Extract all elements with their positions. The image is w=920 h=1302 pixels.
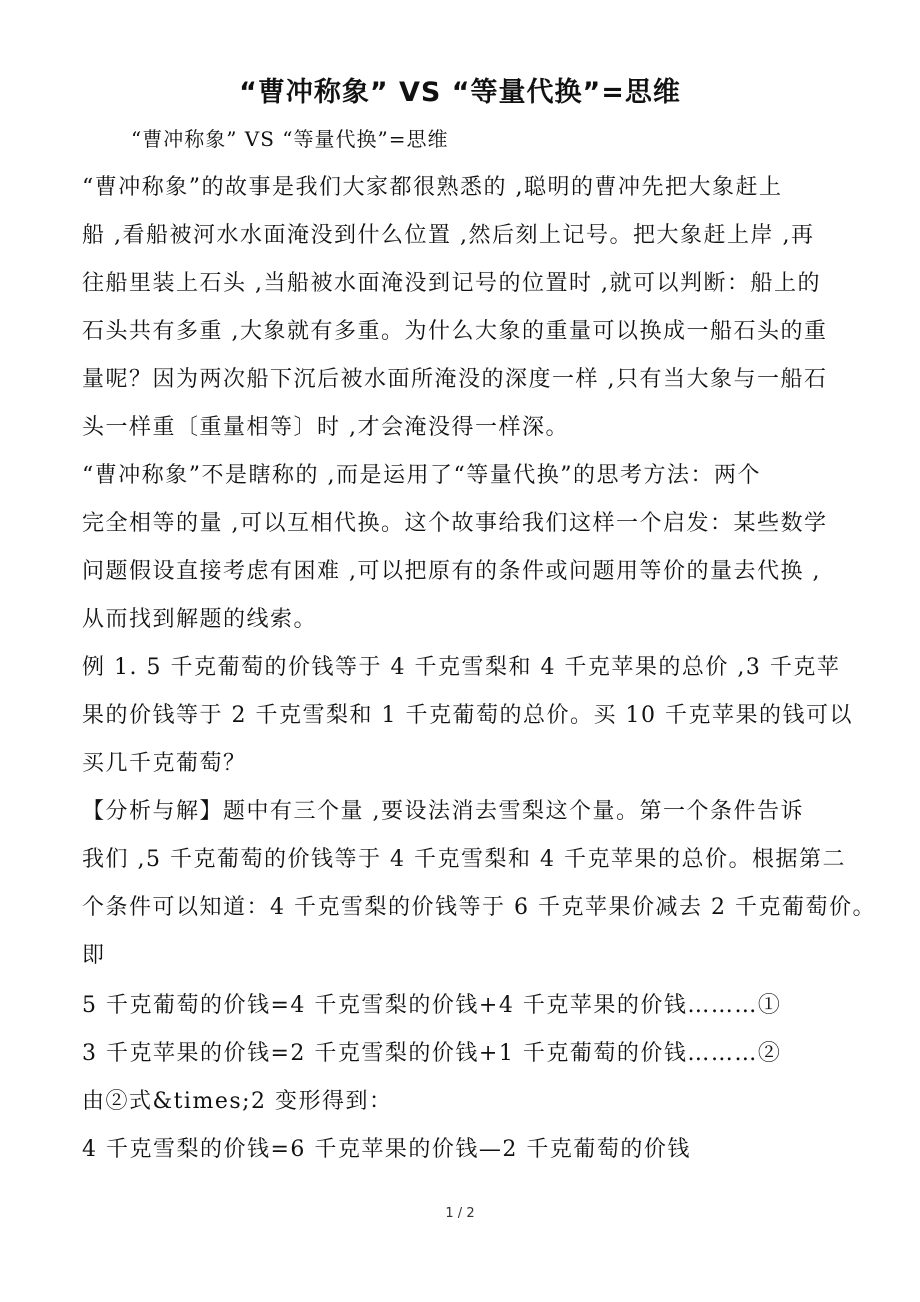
equation-line: 3 千克苹果的价钱=2 千克雪梨的价钱+1 千克葡萄的价钱………② xyxy=(82,1041,782,1066)
paragraph-line: 即 xyxy=(82,943,106,968)
paragraph-line: 船 ,看船被河水水面淹没到什么位置 ,然后刻上记号。把大象赶上岸 ,再 xyxy=(82,223,815,248)
paragraph-line: 买几千克葡萄？ xyxy=(82,751,247,776)
paragraph-line: 例 1. 5 千克葡萄的价钱等于 4 千克雪梨和 4 千克苹果的总价 ,3 千克苹 xyxy=(82,655,841,680)
paragraph-line: 往船里装上石头 ,当船被水面淹没到记号的位置时 ,就可以判断：船上的 xyxy=(82,271,821,296)
paragraph-line: “曹冲称象”不是瞎称的 ,而是运用了“等量代换”的思考方法：两个 xyxy=(82,463,761,488)
paragraph-line: 完全相等的量 ,可以互相代换。这个故事给我们这样一个启发：某些数学 xyxy=(82,511,828,536)
equation-line: 4 千克雪梨的价钱=6 千克苹果的价钱—2 千克葡萄的价钱 xyxy=(82,1137,691,1162)
paragraph-line: 从而找到解题的线索。 xyxy=(82,607,318,632)
document-subtitle: “曹冲称象” VS “等量代换”=思维 xyxy=(131,127,449,151)
paragraph-line: 量呢？因为两次船下沉后被水面所淹没的深度一样 ,只有当大象与一船石 xyxy=(82,367,828,392)
paragraph-line: 我们 ,5 千克葡萄的价钱等于 4 千克雪梨和 4 千克苹果的总价。根据第二 xyxy=(82,847,846,872)
page-indicator: 1 / 2 xyxy=(445,1206,475,1221)
paragraph-line: 头一样重〔重量相等〕时 ,才会淹没得一样深。 xyxy=(82,415,569,440)
paragraph-line: “曹冲称象”的故事是我们大家都很熟悉的 ,聪明的曹冲先把大象赶上 xyxy=(82,175,783,200)
paragraph-line: 个条件可以知道：4 千克雪梨的价钱等于 6 千克苹果价减去 2 千克葡萄价。 xyxy=(82,895,876,920)
paragraph-line: 由②式&times;2 变形得到： xyxy=(82,1089,393,1114)
paragraph-line: 【分析与解】题中有三个量 ,要设法消去雪梨这个量。第一个条件告诉 xyxy=(82,799,804,824)
document-title: “曹冲称象” VS “等量代换”=思维 xyxy=(239,77,681,108)
equation-line: 5 千克葡萄的价钱=4 千克雪梨的价钱+4 千克苹果的价钱………① xyxy=(82,993,782,1018)
paragraph-line: 果的价钱等于 2 千克雪梨和 1 千克葡萄的总价。买 10 千克苹果的钱可以 xyxy=(82,703,853,728)
paragraph-line: 问题假设直接考虑有困难 ,可以把原有的条件或问题用等价的量去代换 , xyxy=(82,559,821,584)
paragraph-line: 石头共有多重 ,大象就有多重。为什么大象的重量可以换成一船石头的重 xyxy=(82,319,828,344)
